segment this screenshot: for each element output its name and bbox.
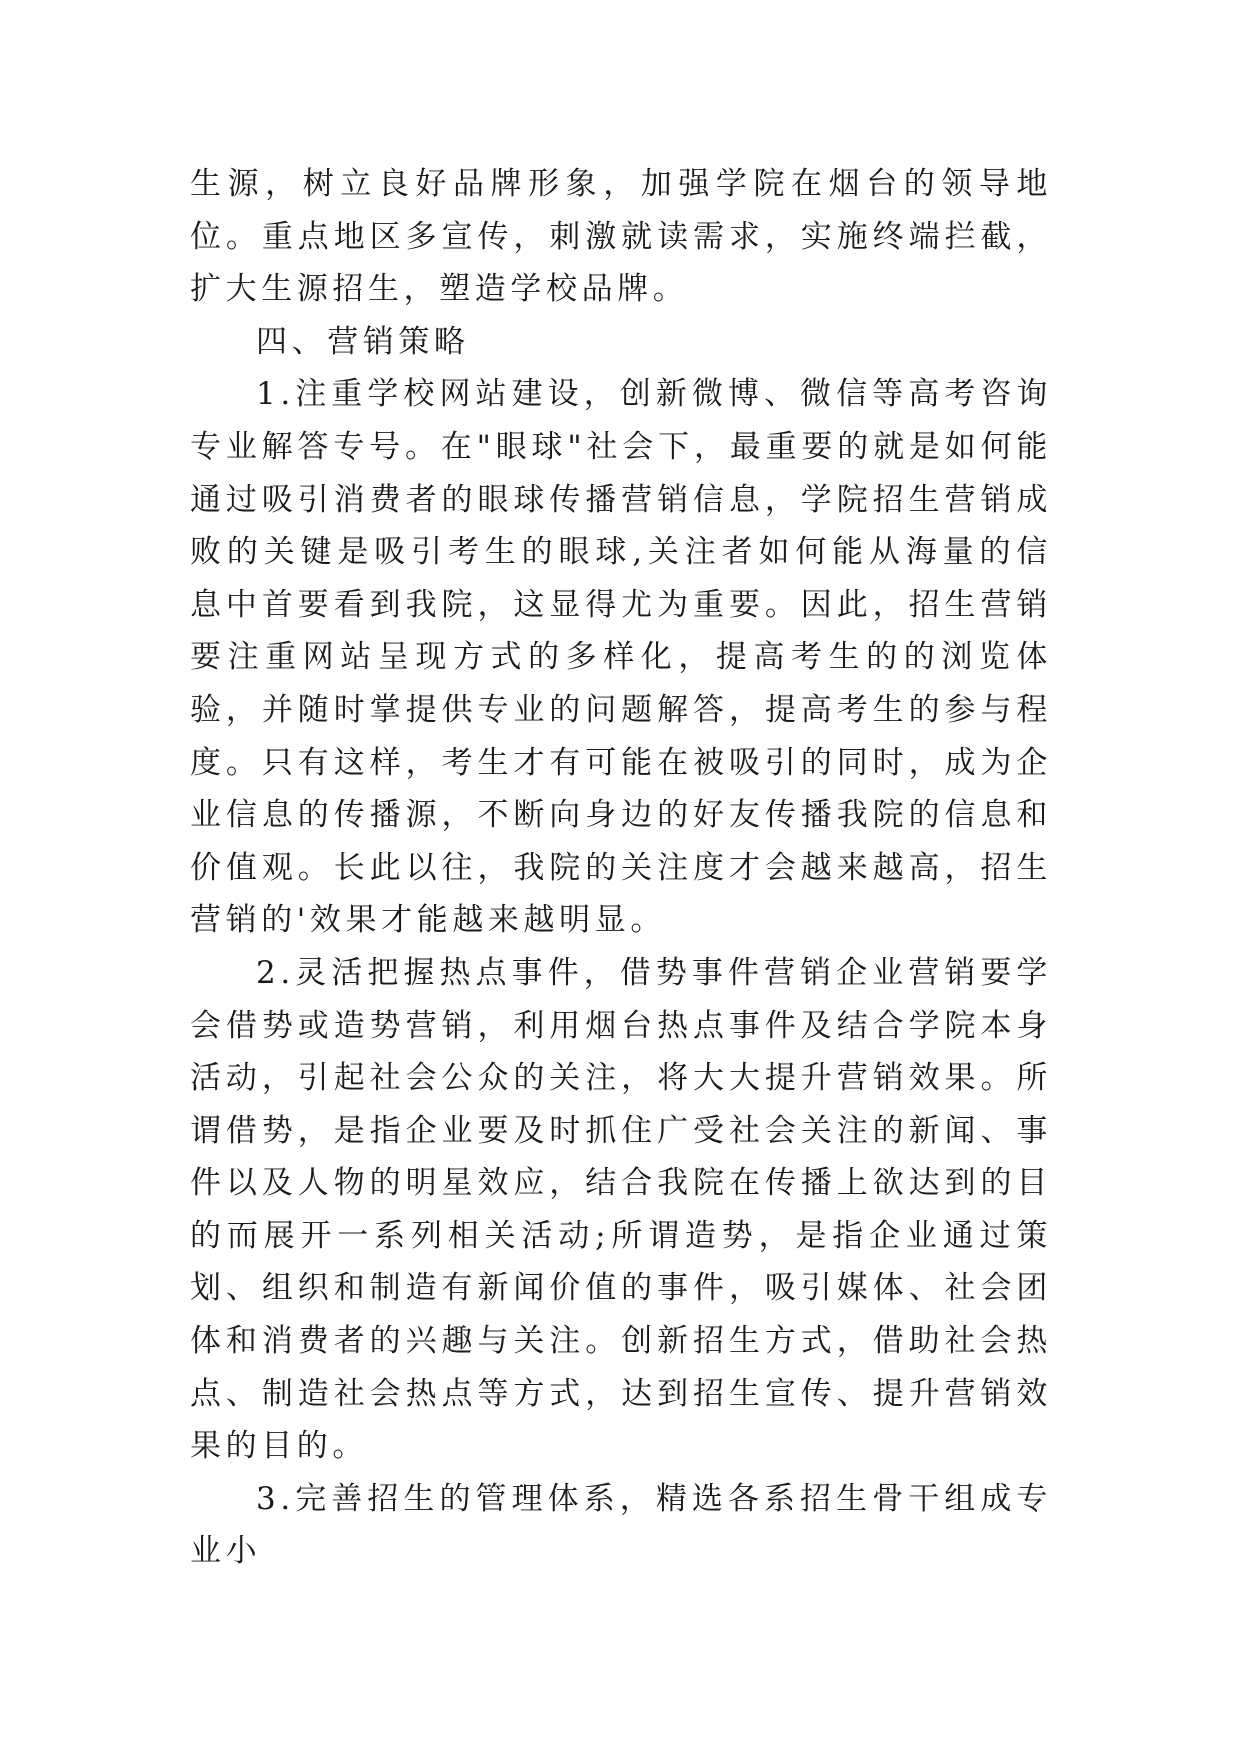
paragraph-strategy-3: 3.完善招生的管理体系，精选各系招生骨干组成专业小: [190, 1480, 1052, 1570]
paragraph-strategy-1: 1.注重学校网站建设，创新微博、微信等高考咨询专业解答专号。在"眼球"社会下，最重要的就是如何能通过吸引消费者的眼球传播营销信息，学院招生营销成败的关键是吸引考生的眼球,关注者如何能从海量的信息中首要看到我院，这显得尤为重要。因此，招生营销要注重网站呈现方式的多样化，提高考生的的浏览体验，并随时掌提供专业的问题解答，提高考生的参与程度。只有这样，考生才有可能在被吸引的同时，成为企业信息的传播源，不断向身边的好友传播我院的信息和价值观。长此以往，我院的关注度才会越来越高，招生营销的'效果才能越来越明显。: [190, 376, 1052, 939]
paragraph-strategy-2: 2.灵活把握热点事件，借势事件营销企业营销要学会借势或造势营销，利用烟台热点事件及结合学院本身活动，引起社会公众的关注，将大大提升营销效果。所谓借势，是指企业要及时抓住广受社会关注的新闻、事件以及人物的明星效应，结合我院在传播上欲达到的目的而展开一系列相关活动;所谓造势，是指企业通过策划、组织和制造有新闻价值的事件，吸引媒体、社会团体和消费者的兴趣与关注。创新招生方式，借助社会热点、制造社会热点等方式，达到招生宣传、提升营销效果的目的。: [190, 954, 1052, 1465]
section-heading: 四、营销策略: [256, 323, 470, 360]
document-body: [190, 158, 1052, 1578]
paragraph-continuation: 生源，树立良好品牌形象，加强学院在烟台的领导地位。重点地区多宣传，刺激就读需求，实施终端拦截，扩大生源招生，塑造学校品牌。: [190, 166, 1052, 308]
